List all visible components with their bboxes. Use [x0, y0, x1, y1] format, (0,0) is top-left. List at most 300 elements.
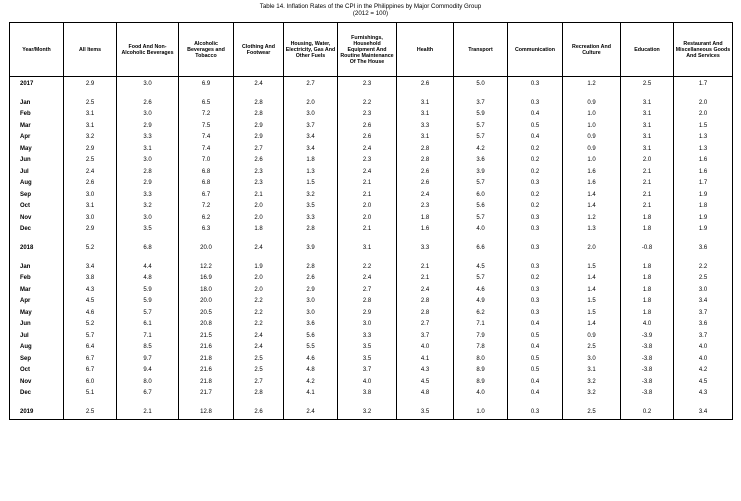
- rate-cell: 2.4: [234, 241, 284, 255]
- month-row: [10, 296, 733, 308]
- rate-cell: 2.6: [284, 273, 338, 285]
- rate-cell: 2.9: [64, 77, 117, 92]
- rate-cell: 3.9: [284, 241, 338, 255]
- rate-cell: 2.6: [338, 132, 397, 144]
- rate-cell: 2.5: [234, 365, 284, 377]
- rate-cell: 6.8: [117, 241, 179, 255]
- rate-cell: 2.5: [64, 97, 117, 109]
- table-title-line1: Table 14. Inflation Rates of the CPI in the Philippines by Major Commodity Group: [259, 3, 482, 10]
- rate-cell: -3.8: [621, 388, 674, 400]
- rate-cell: 2.1: [234, 189, 284, 201]
- rate-cell: 21.6: [179, 365, 234, 377]
- rate-cell: 2.4: [338, 166, 397, 178]
- header-cell: Recreation And Culture: [563, 23, 621, 77]
- rate-cell: 6.8: [179, 166, 234, 178]
- rate-cell: 3.7: [454, 97, 508, 109]
- rate-cell: 2.2: [234, 319, 284, 331]
- rate-cell: 9.4: [117, 365, 179, 377]
- rate-cell: 4.0: [454, 388, 508, 400]
- period-label: Feb: [10, 273, 64, 285]
- rate-cell: 0.3: [508, 296, 563, 308]
- rate-cell: 6.2: [454, 307, 508, 319]
- rate-cell: 7.1: [117, 330, 179, 342]
- rate-cell: 21.7: [179, 388, 234, 400]
- rate-cell: 3.6: [284, 319, 338, 331]
- month-row: [10, 261, 733, 273]
- rate-cell: 2.9: [117, 120, 179, 132]
- rate-cell: 3.4: [64, 261, 117, 273]
- month-row: [10, 189, 733, 201]
- rate-cell: 3.2: [563, 376, 621, 388]
- rate-cell: 2.4: [338, 143, 397, 155]
- rate-cell: 4.0: [674, 353, 733, 365]
- rate-cell: 0.2: [508, 166, 563, 178]
- period-label: Aug: [10, 342, 64, 354]
- rate-cell: 4.3: [397, 365, 454, 377]
- rate-cell: 6.7: [117, 388, 179, 400]
- rate-cell: 2.8: [397, 307, 454, 319]
- rate-cell: 4.5: [674, 376, 733, 388]
- rate-cell: 4.2: [454, 143, 508, 155]
- rate-cell: 1.4: [563, 189, 621, 201]
- rate-cell: 3.1: [563, 365, 621, 377]
- period-label: Dec: [10, 224, 64, 236]
- rate-cell: 3.0: [563, 353, 621, 365]
- rate-cell: 8.5: [117, 342, 179, 354]
- rate-cell: 2.9: [338, 307, 397, 319]
- rate-cell: 2.2: [234, 296, 284, 308]
- rate-cell: 0.2: [621, 405, 674, 420]
- rate-cell: 2.2: [234, 307, 284, 319]
- rate-cell: 2.2: [338, 97, 397, 109]
- period-label: Jul: [10, 166, 64, 178]
- month-row: [10, 273, 733, 285]
- rate-cell: 0.4: [508, 388, 563, 400]
- rate-cell: 3.0: [117, 212, 179, 224]
- rate-cell: 3.5: [397, 405, 454, 420]
- rate-cell: 2.0: [234, 201, 284, 213]
- rate-cell: 3.4: [284, 132, 338, 144]
- month-row: [10, 319, 733, 331]
- rate-cell: 1.3: [674, 143, 733, 155]
- rate-cell: 16.9: [179, 273, 234, 285]
- period-label: Mar: [10, 284, 64, 296]
- rate-cell: 2.7: [284, 77, 338, 92]
- rate-cell: 4.5: [397, 376, 454, 388]
- rate-cell: 3.2: [284, 189, 338, 201]
- rate-cell: -3.8: [621, 342, 674, 354]
- rate-cell: 3.7: [284, 120, 338, 132]
- rate-cell: 3.1: [64, 201, 117, 213]
- rate-cell: 2.9: [284, 284, 338, 296]
- rate-cell: 1.8: [621, 284, 674, 296]
- rate-cell: 0.5: [508, 365, 563, 377]
- rate-cell: 4.2: [674, 365, 733, 377]
- rate-cell: 2.8: [397, 296, 454, 308]
- rate-cell: 6.7: [179, 189, 234, 201]
- rate-cell: 2.0: [338, 212, 397, 224]
- month-row: [10, 342, 733, 354]
- header-cell: All Items: [64, 23, 117, 77]
- rate-cell: 1.6: [674, 155, 733, 167]
- rate-cell: 2.8: [397, 143, 454, 155]
- rate-cell: 3.0: [117, 109, 179, 121]
- period-label: Jan: [10, 261, 64, 273]
- rate-cell: 4.0: [621, 319, 674, 331]
- rate-cell: 12.2: [179, 261, 234, 273]
- rate-cell: 4.1: [397, 353, 454, 365]
- rate-cell: 5.7: [117, 307, 179, 319]
- rate-cell: 9.7: [117, 353, 179, 365]
- rate-cell: 21.5: [179, 330, 234, 342]
- rate-cell: 2.4: [234, 342, 284, 354]
- year-row: [10, 241, 733, 255]
- month-row: [10, 388, 733, 400]
- rate-cell: 3.1: [621, 143, 674, 155]
- rate-cell: 0.3: [508, 241, 563, 255]
- rate-cell: 3.0: [117, 77, 179, 92]
- rate-cell: 2.0: [621, 155, 674, 167]
- year-row: [10, 77, 733, 92]
- rate-cell: 2.7: [338, 284, 397, 296]
- rate-cell: 3.1: [338, 241, 397, 255]
- rate-cell: 3.5: [284, 201, 338, 213]
- rate-cell: 1.3: [284, 166, 338, 178]
- rate-cell: 3.3: [338, 330, 397, 342]
- rate-cell: 1.8: [674, 201, 733, 213]
- rate-cell: 1.0: [563, 120, 621, 132]
- rate-cell: 3.0: [64, 212, 117, 224]
- rate-cell: 2.0: [563, 241, 621, 255]
- header-cell: Furnishings, Household Equipment And Routine Maintenance Of The House: [338, 23, 397, 77]
- rate-cell: 5.2: [64, 319, 117, 331]
- rate-cell: 7.1: [454, 319, 508, 331]
- month-row: [10, 212, 733, 224]
- rate-cell: 0.4: [508, 376, 563, 388]
- rate-cell: 1.5: [563, 307, 621, 319]
- rate-cell: 1.5: [563, 296, 621, 308]
- rate-cell: 2.8: [234, 97, 284, 109]
- rate-cell: 1.6: [563, 166, 621, 178]
- rate-cell: 2.7: [397, 319, 454, 331]
- rate-cell: 0.4: [508, 109, 563, 121]
- rate-cell: 3.1: [397, 97, 454, 109]
- month-row: [10, 284, 733, 296]
- rate-cell: 2.8: [284, 261, 338, 273]
- rate-cell: 1.7: [674, 77, 733, 92]
- rate-cell: 4.0: [397, 342, 454, 354]
- rate-cell: 2.1: [621, 189, 674, 201]
- period-label: Apr: [10, 296, 64, 308]
- rate-cell: 3.0: [284, 307, 338, 319]
- rate-cell: 1.2: [563, 212, 621, 224]
- rate-cell: 3.8: [338, 388, 397, 400]
- rate-cell: 2.0: [338, 201, 397, 213]
- rate-cell: 3.4: [674, 405, 733, 420]
- rate-cell: 5.6: [284, 330, 338, 342]
- rate-cell: 2.3: [397, 201, 454, 213]
- rate-cell: 3.7: [397, 330, 454, 342]
- rate-cell: 18.0: [179, 284, 234, 296]
- rate-cell: 2.6: [234, 155, 284, 167]
- rate-cell: 1.6: [397, 224, 454, 236]
- rate-cell: 0.3: [508, 178, 563, 190]
- period-label: Aug: [10, 178, 64, 190]
- rate-cell: 1.9: [674, 224, 733, 236]
- rate-cell: 3.6: [674, 319, 733, 331]
- period-label: Nov: [10, 376, 64, 388]
- rate-cell: 0.5: [508, 353, 563, 365]
- rate-cell: 1.0: [454, 405, 508, 420]
- rate-cell: 6.9: [179, 77, 234, 92]
- rate-cell: 7.5: [179, 120, 234, 132]
- rate-cell: 2.2: [338, 261, 397, 273]
- rate-cell: 5.7: [64, 330, 117, 342]
- month-row: [10, 353, 733, 365]
- rate-cell: 8.0: [117, 376, 179, 388]
- rate-cell: 1.6: [563, 178, 621, 190]
- rate-cell: 1.8: [397, 212, 454, 224]
- rate-cell: 2.8: [234, 388, 284, 400]
- rate-cell: 0.2: [508, 201, 563, 213]
- rate-cell: 2.4: [397, 284, 454, 296]
- header-cell: Transport: [454, 23, 508, 77]
- rate-cell: 20.0: [179, 241, 234, 255]
- header-cell: Education: [621, 23, 674, 77]
- rate-cell: 21.8: [179, 376, 234, 388]
- rate-cell: 3.6: [454, 155, 508, 167]
- rate-cell: 6.2: [179, 212, 234, 224]
- rate-cell: 2.1: [338, 224, 397, 236]
- month-row: [10, 224, 733, 236]
- rate-cell: 1.4: [563, 284, 621, 296]
- rate-cell: 3.7: [674, 307, 733, 319]
- rate-cell: 2.9: [64, 224, 117, 236]
- rate-cell: 6.3: [179, 224, 234, 236]
- rate-cell: 21.8: [179, 353, 234, 365]
- rate-cell: 0.2: [508, 143, 563, 155]
- rate-cell: 1.4: [563, 319, 621, 331]
- rate-cell: 3.1: [621, 109, 674, 121]
- rate-cell: 2.6: [234, 405, 284, 420]
- period-label: Sep: [10, 189, 64, 201]
- header-cell: Alcoholic Beverages and Tobacco: [179, 23, 234, 77]
- month-row: [10, 166, 733, 178]
- rate-cell: 1.6: [674, 166, 733, 178]
- rate-cell: 2.5: [563, 342, 621, 354]
- header-cell: Housing, Water, Electricity, Gas And Other Fuels: [284, 23, 338, 77]
- rate-cell: 8.9: [454, 365, 508, 377]
- rate-cell: 0.3: [508, 77, 563, 92]
- rate-cell: 3.0: [64, 189, 117, 201]
- rate-cell: 6.7: [64, 353, 117, 365]
- rate-cell: 2.6: [64, 178, 117, 190]
- rate-cell: 3.3: [117, 132, 179, 144]
- rate-cell: 2.1: [338, 178, 397, 190]
- rate-cell: 2.7: [234, 143, 284, 155]
- rate-cell: 2.6: [397, 77, 454, 92]
- rate-cell: 3.1: [621, 132, 674, 144]
- rate-cell: 2.2: [674, 261, 733, 273]
- rate-cell: 1.2: [563, 77, 621, 92]
- rate-cell: 1.3: [563, 224, 621, 236]
- rate-cell: 1.5: [563, 261, 621, 273]
- rate-cell: 2.3: [234, 166, 284, 178]
- rate-cell: 1.8: [621, 273, 674, 285]
- header-cell: Clothing And Footwear: [234, 23, 284, 77]
- rate-cell: 3.3: [117, 189, 179, 201]
- rate-cell: -0.8: [621, 241, 674, 255]
- rate-cell: 5.2: [64, 241, 117, 255]
- rate-cell: 2.6: [338, 120, 397, 132]
- rate-cell: -3.8: [621, 376, 674, 388]
- rate-cell: 2.8: [397, 155, 454, 167]
- month-row: [10, 178, 733, 190]
- rate-cell: 7.4: [179, 132, 234, 144]
- header-cell: Communication: [508, 23, 563, 77]
- rate-cell: 1.8: [621, 212, 674, 224]
- rate-cell: 5.7: [454, 132, 508, 144]
- rate-cell: 2.3: [338, 109, 397, 121]
- rate-cell: 3.1: [397, 132, 454, 144]
- rate-cell: 3.4: [284, 143, 338, 155]
- rate-cell: 1.3: [674, 132, 733, 144]
- period-label: 2017: [10, 77, 64, 92]
- period-label: 2019: [10, 405, 64, 420]
- rate-cell: 2.4: [284, 405, 338, 420]
- period-label: Jul: [10, 330, 64, 342]
- rate-cell: 5.9: [454, 109, 508, 121]
- rate-cell: 3.0: [284, 109, 338, 121]
- rate-cell: 1.8: [621, 261, 674, 273]
- rate-cell: 2.3: [234, 178, 284, 190]
- rate-cell: 2.1: [338, 189, 397, 201]
- month-row: [10, 109, 733, 121]
- rate-cell: 20.0: [179, 296, 234, 308]
- rate-cell: 5.0: [454, 77, 508, 92]
- rate-cell: 1.8: [234, 224, 284, 236]
- header-row: [10, 23, 733, 77]
- rate-cell: 2.5: [64, 405, 117, 420]
- period-label: Sep: [10, 353, 64, 365]
- period-label: May: [10, 143, 64, 155]
- rate-cell: 2.4: [234, 77, 284, 92]
- rate-cell: 0.9: [563, 143, 621, 155]
- rate-cell: 5.7: [454, 273, 508, 285]
- rate-cell: 3.2: [338, 405, 397, 420]
- rate-cell: 2.8: [234, 109, 284, 121]
- rate-cell: 2.5: [621, 77, 674, 92]
- rate-cell: 3.6: [674, 241, 733, 255]
- rate-cell: 8.0: [454, 353, 508, 365]
- rate-cell: 6.4: [64, 342, 117, 354]
- rate-cell: 3.7: [674, 330, 733, 342]
- rate-cell: 6.1: [117, 319, 179, 331]
- rate-cell: 5.9: [117, 284, 179, 296]
- rate-cell: 3.9: [454, 166, 508, 178]
- rate-cell: -3.8: [621, 353, 674, 365]
- month-row: [10, 132, 733, 144]
- rate-cell: 2.4: [234, 330, 284, 342]
- rate-cell: 2.5: [563, 405, 621, 420]
- period-label: Jan: [10, 97, 64, 109]
- rate-cell: 4.0: [338, 376, 397, 388]
- rate-cell: 5.9: [117, 296, 179, 308]
- inflation-table: [9, 22, 733, 420]
- month-row: [10, 97, 733, 109]
- rate-cell: 2.6: [117, 97, 179, 109]
- rate-cell: -3.9: [621, 330, 674, 342]
- rate-cell: 3.1: [621, 97, 674, 109]
- month-row: [10, 376, 733, 388]
- rate-cell: 2.1: [621, 178, 674, 190]
- period-label: Jun: [10, 155, 64, 167]
- rate-cell: 3.2: [563, 388, 621, 400]
- month-row: [10, 155, 733, 167]
- rate-cell: 0.3: [508, 97, 563, 109]
- table-title-line2: (2012 = 100): [352, 10, 389, 17]
- rate-cell: 20.8: [179, 319, 234, 331]
- rate-cell: 2.1: [621, 166, 674, 178]
- rate-cell: 2.5: [234, 353, 284, 365]
- rate-cell: 0.3: [508, 405, 563, 420]
- rate-cell: 0.9: [563, 330, 621, 342]
- rate-cell: 3.5: [338, 342, 397, 354]
- rate-cell: 4.6: [284, 353, 338, 365]
- rate-cell: 1.0: [563, 109, 621, 121]
- rate-cell: 6.6: [454, 241, 508, 255]
- rate-cell: 1.8: [621, 296, 674, 308]
- rate-cell: 2.6: [397, 166, 454, 178]
- rate-cell: 5.7: [454, 212, 508, 224]
- month-row: [10, 365, 733, 377]
- rate-cell: 4.0: [454, 224, 508, 236]
- rate-cell: 3.0: [338, 319, 397, 331]
- year-row: [10, 405, 733, 420]
- rate-cell: 0.9: [563, 132, 621, 144]
- month-row: [10, 201, 733, 213]
- period-label: Dec: [10, 388, 64, 400]
- rate-cell: 0.2: [508, 273, 563, 285]
- header-cell: Health: [397, 23, 454, 77]
- rate-cell: 2.3: [338, 155, 397, 167]
- rate-cell: 3.0: [117, 155, 179, 167]
- rate-cell: 0.2: [508, 189, 563, 201]
- rate-cell: 3.0: [674, 284, 733, 296]
- rate-cell: 3.8: [64, 273, 117, 285]
- rate-cell: 1.7: [674, 178, 733, 190]
- rate-cell: 0.3: [508, 224, 563, 236]
- rate-cell: 7.8: [454, 342, 508, 354]
- rate-cell: 12.8: [179, 405, 234, 420]
- rate-cell: 8.9: [454, 376, 508, 388]
- rate-cell: 2.4: [397, 189, 454, 201]
- header-cell: Food And Non-Alcoholic Beverages: [117, 23, 179, 77]
- rate-cell: 3.7: [338, 365, 397, 377]
- rate-cell: 6.0: [454, 189, 508, 201]
- table-title: [0, 0, 741, 17]
- rate-cell: 5.6: [454, 201, 508, 213]
- rate-cell: -3.8: [621, 365, 674, 377]
- period-label: Oct: [10, 201, 64, 213]
- period-label: Jun: [10, 319, 64, 331]
- rate-cell: 2.5: [64, 155, 117, 167]
- rate-cell: 0.3: [508, 212, 563, 224]
- rate-cell: 2.1: [397, 273, 454, 285]
- rate-cell: 2.5: [674, 273, 733, 285]
- header-cell: Restaurant And Miscellaneous Goods And Services: [674, 23, 733, 77]
- rate-cell: 2.1: [117, 405, 179, 420]
